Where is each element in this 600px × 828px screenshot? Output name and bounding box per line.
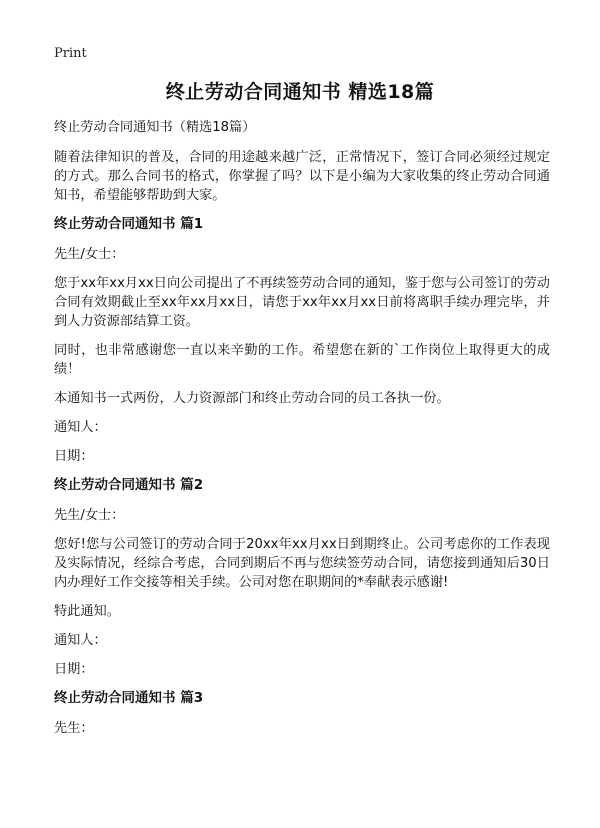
section-heading: 终止劳动合同通知书 篇1 <box>54 216 204 232</box>
date-line: 日期： <box>54 662 94 677</box>
intro-paragraph: 随着法律知识的普及，合同的用途越来越广泛，正常情况下，签订合同必须经过规定的方式。那么合同书的格式，你掌握了吗？以下是小编为大家收集的终止劳动合同通知书，希望能够帮助到大家。 <box>54 150 550 203</box>
section-heading: 终止劳动合同通知书 篇2 <box>54 477 204 493</box>
page-title: 终止劳动合同通知书 精选18篇 <box>165 81 435 103</box>
notifier-line: 通知人： <box>54 633 107 648</box>
notifier-line: 通知人： <box>54 420 107 435</box>
salutation: 先生/女士： <box>54 508 125 523</box>
print-link[interactable]: Print <box>54 46 87 61</box>
document-body <box>54 118 550 748</box>
date-line: 日期： <box>54 449 94 464</box>
salutation: 先生： <box>54 721 94 736</box>
salutation: 先生/女士： <box>54 247 125 262</box>
body-paragraph: 您于xx年xx月xx日向公司提出了不再续签劳动合同的通知，鉴于您与公司签订的劳动合同有效期截止至xx年xx月xx日，请您于xx年xx月xx日前将离职手续办理完毕，并到人力资源部结算工资。 <box>54 276 550 329</box>
document-subtitle: 终止劳动合同通知书（精选18篇） <box>54 120 256 135</box>
body-paragraph: 您好!您与公司签订的劳动合同于20xx年xx月xx日到期终止。公司考虑你的工作表现及实际情况，经综合考虑，合同到期后不再与您续签劳动合同，请您接到通知后30日内办理好工作交接等相关手续。公司对您在职期间的*奉献表示感谢! <box>54 537 550 590</box>
body-paragraph: 特此通知。 <box>54 604 120 619</box>
body-paragraph: 同时，也非常感谢您一直以来辛勤的工作。希望您在新的`工作岗位上取得更大的成绩！ <box>54 343 550 377</box>
body-paragraph: 本通知书一式两份，人力资源部门和终止劳动合同的员工各执一份。 <box>54 391 450 406</box>
section-heading: 终止劳动合同通知书 篇3 <box>54 690 204 706</box>
